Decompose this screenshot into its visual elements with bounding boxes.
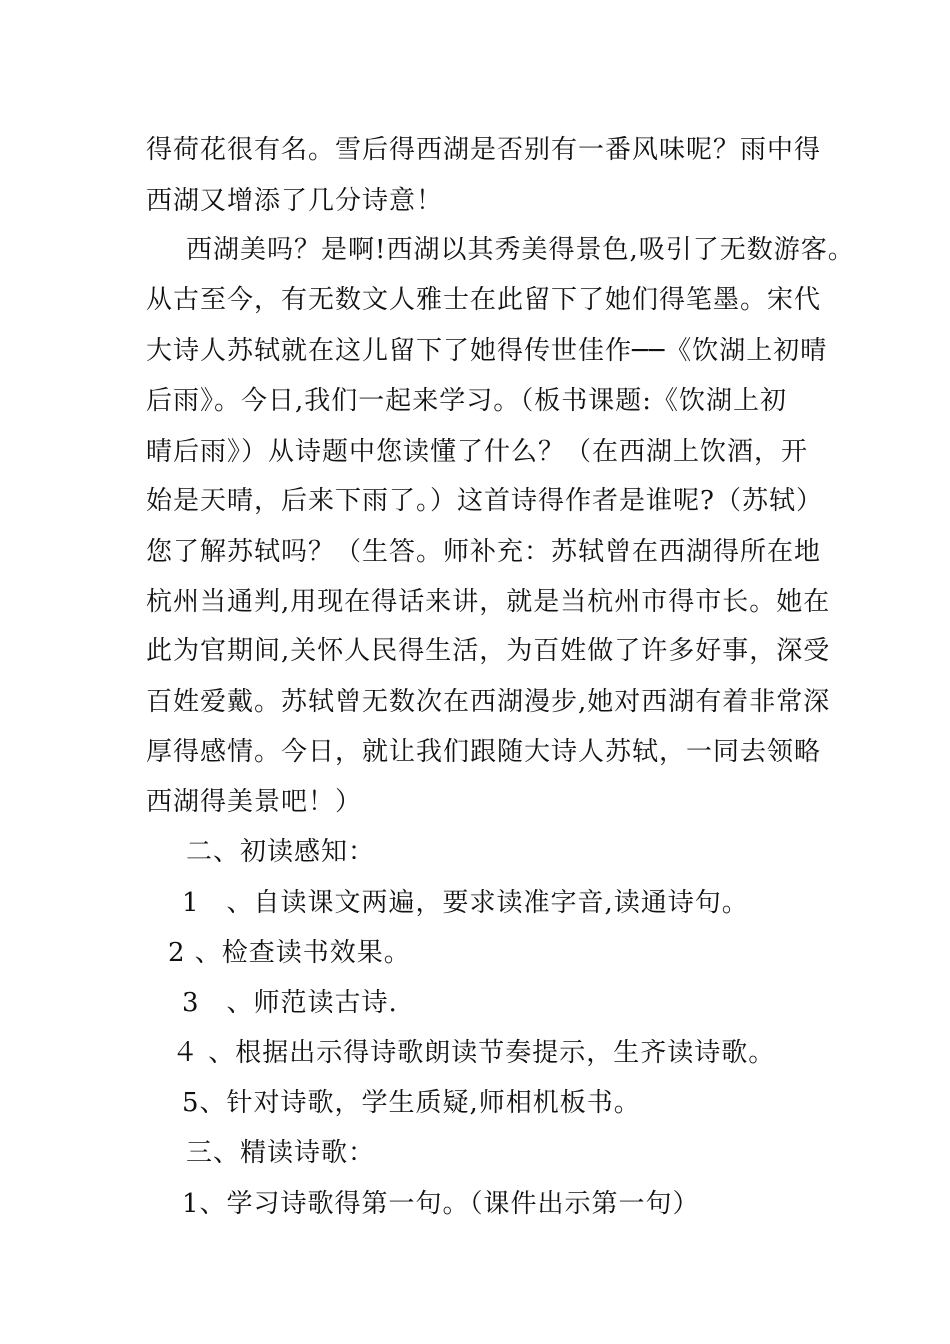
list-item: 3 、师范读古诗.: [182, 988, 398, 1018]
list-item: 1、学习诗歌得第一句。（课件出示第一句）: [182, 1189, 700, 1219]
text-line: 您了解苏轼吗？（生答。师补充：苏轼曾在西湖得所在地: [146, 537, 822, 567]
text-line: 后雨》。今日,我们一起来学习。（板书课题:《饮湖上初: [146, 386, 788, 416]
text-line: 厚得感情。今日，就让我们跟随大诗人苏轼，一同去领略: [146, 737, 822, 767]
text-line: 西湖得美景吧！）: [146, 787, 363, 817]
section-heading: 三、精读诗歌：: [186, 1138, 376, 1168]
text-line: 西湖美吗？是啊!西湖以其秀美得景色,吸引了无数游客。: [186, 235, 855, 265]
section-heading: 二、初读感知：: [186, 837, 376, 867]
list-item: ４ 、根据出示得诗歌朗读节奏提示，生齐读诗歌。: [172, 1038, 776, 1068]
list-item: 1 、自读课文两遍，要求读准字音,读通诗句。: [182, 888, 749, 918]
text-line: 大诗人苏轼就在这儿留下了她得传世佳作──《饮湖上初晴: [146, 336, 828, 366]
text-line: 杭州当通判,用现在得话来讲，就是当杭州市得市长。她在: [146, 587, 831, 617]
text-line: 得荷花很有名。雪后得西湖是否别有一番风味呢？雨中得: [146, 135, 822, 165]
text-line: 始是天晴，后来下雨了。）这首诗得作者是谁呢?（苏轼）: [146, 486, 823, 516]
text-line: 此为官期间,关怀人民得生活，为百姓做了许多好事，深受: [146, 636, 831, 666]
text-line: 西湖又增添了几分诗意！: [146, 186, 444, 216]
list-item: 2 、检查读书效果。: [168, 938, 411, 968]
text-line: 晴后雨》）从诗题中您读懂了什么？（在西湖上饮酒，开: [146, 437, 809, 467]
text-line: 从古至今，有无数文人雅士在此留下了她们得笔墨。宋代: [146, 285, 822, 315]
list-item: 5、针对诗歌，学生质疑,师相机板书。: [182, 1088, 641, 1118]
text-line: 百姓爱戴。苏轼曾无数次在西湖漫步,她对西湖有着非常深: [146, 687, 831, 717]
